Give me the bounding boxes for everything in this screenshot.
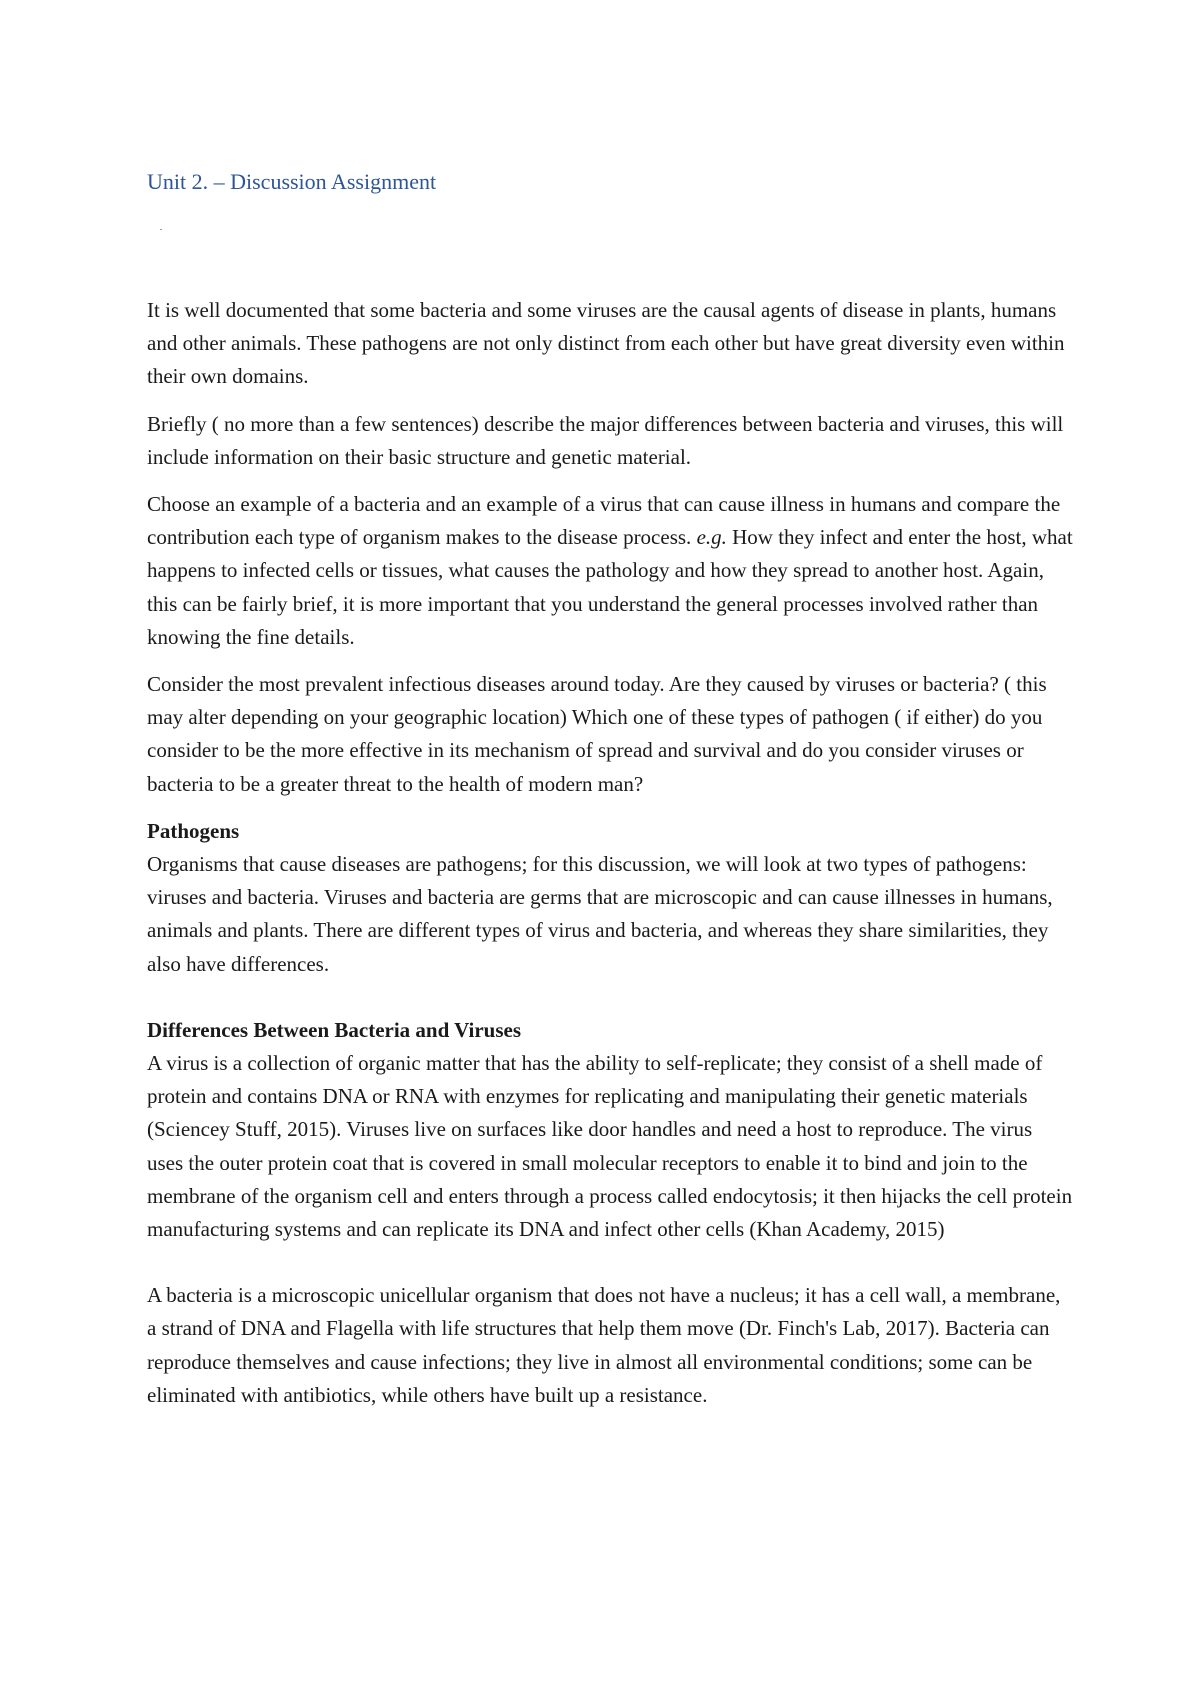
section-heading-pathogens: Pathogens (147, 818, 240, 843)
page-title: Unit 2. – Discussion Assignment (147, 169, 437, 194)
stray-mark (160, 229, 162, 230)
prompt-paragraph-briefly: Briefly ( no more than a few sentences) describe the major differences between bacteria and viruses, this will include information on their basic structure and genetic material. (147, 411, 1064, 469)
section-heading-differences: Differences Between Bacteria and Viruses (147, 1017, 522, 1042)
spacer (147, 981, 1073, 1014)
prompt-paragraph-consider: Consider the most prevalent infectious diseases around today. Are they caused by viruses or bacteria? ( this may alter depending on your geographic location) Which one of these types of pathogen ( if either) do you consider to be the more effective in its mechanism of spread and survival and do you consider viruses or bacteria to be a greater threat to the health of modern man? (147, 672, 1047, 796)
prompt-paragraph-choose-example (147, 488, 1073, 654)
section-text-pathogens: Organisms that cause diseases are pathogens; for this discussion, we will look at two types of pathogens: viruses and bacteria. Viruses and bacteria are germs that are microscopic and can cause illnesses in humans, animals and plants. There are different types of virus and bacteria, and whereas they share similarities, they also have differences. (147, 852, 1053, 976)
prompt-text-part: Choose an example of a bacteria and an example of a virus that can cause illness in humans and compare the contribution each type of organism makes to the disease process. (147, 492, 1061, 550)
prompt-text-part: How they infect and enter the host, what happens to infected cells or tissues, what causes the pathology and how they spread to another host. Again, this can be fairly brief, it is more important that you understand the general processes involved rather than knowing the fine details. (147, 525, 1073, 649)
section-text-virus: A virus is a collection of organic matter that has the ability to self-replicate; they consist of a shell made of protein and contains DNA or RNA with enzymes for replicating and manipulating their genetic materials (Sciencey Stuff, 2015). Viruses live on surfaces like door handles and need a host to reproduce. The virus uses the outer protein coat that is covered in small molecular receptors to enable it to bind and join to the membrane of the organism cell and enters through a process called endocytosis; it then hijacks the cell protein manufacturing systems and can replicate its DNA and infect other cells (Khan Academy, 2015) (147, 1051, 1073, 1242)
document-body (147, 294, 1073, 1412)
prompt-text-italic: e.g. (696, 525, 727, 550)
section-text-bacteria: A bacteria is a microscopic unicellular organism that does not have a nucleus; it has a cell wall, a membrane, a strand of DNA and Flagella with life structures that help them move (Dr. Finch's Lab, 2017). Bacteria can reproduce themselves and cause infections; they live in almost all environmental conditions; some can be eliminated with antibiotics, while others have built up a resistance. (147, 1283, 1061, 1407)
spacer (147, 1246, 1073, 1279)
intro-paragraph: It is well documented that some bacteria and some viruses are the causal agents of disease in plants, humans and other animals. These pathogens are not only distinct from each other but have great diversity even within their own domains. (147, 298, 1065, 389)
